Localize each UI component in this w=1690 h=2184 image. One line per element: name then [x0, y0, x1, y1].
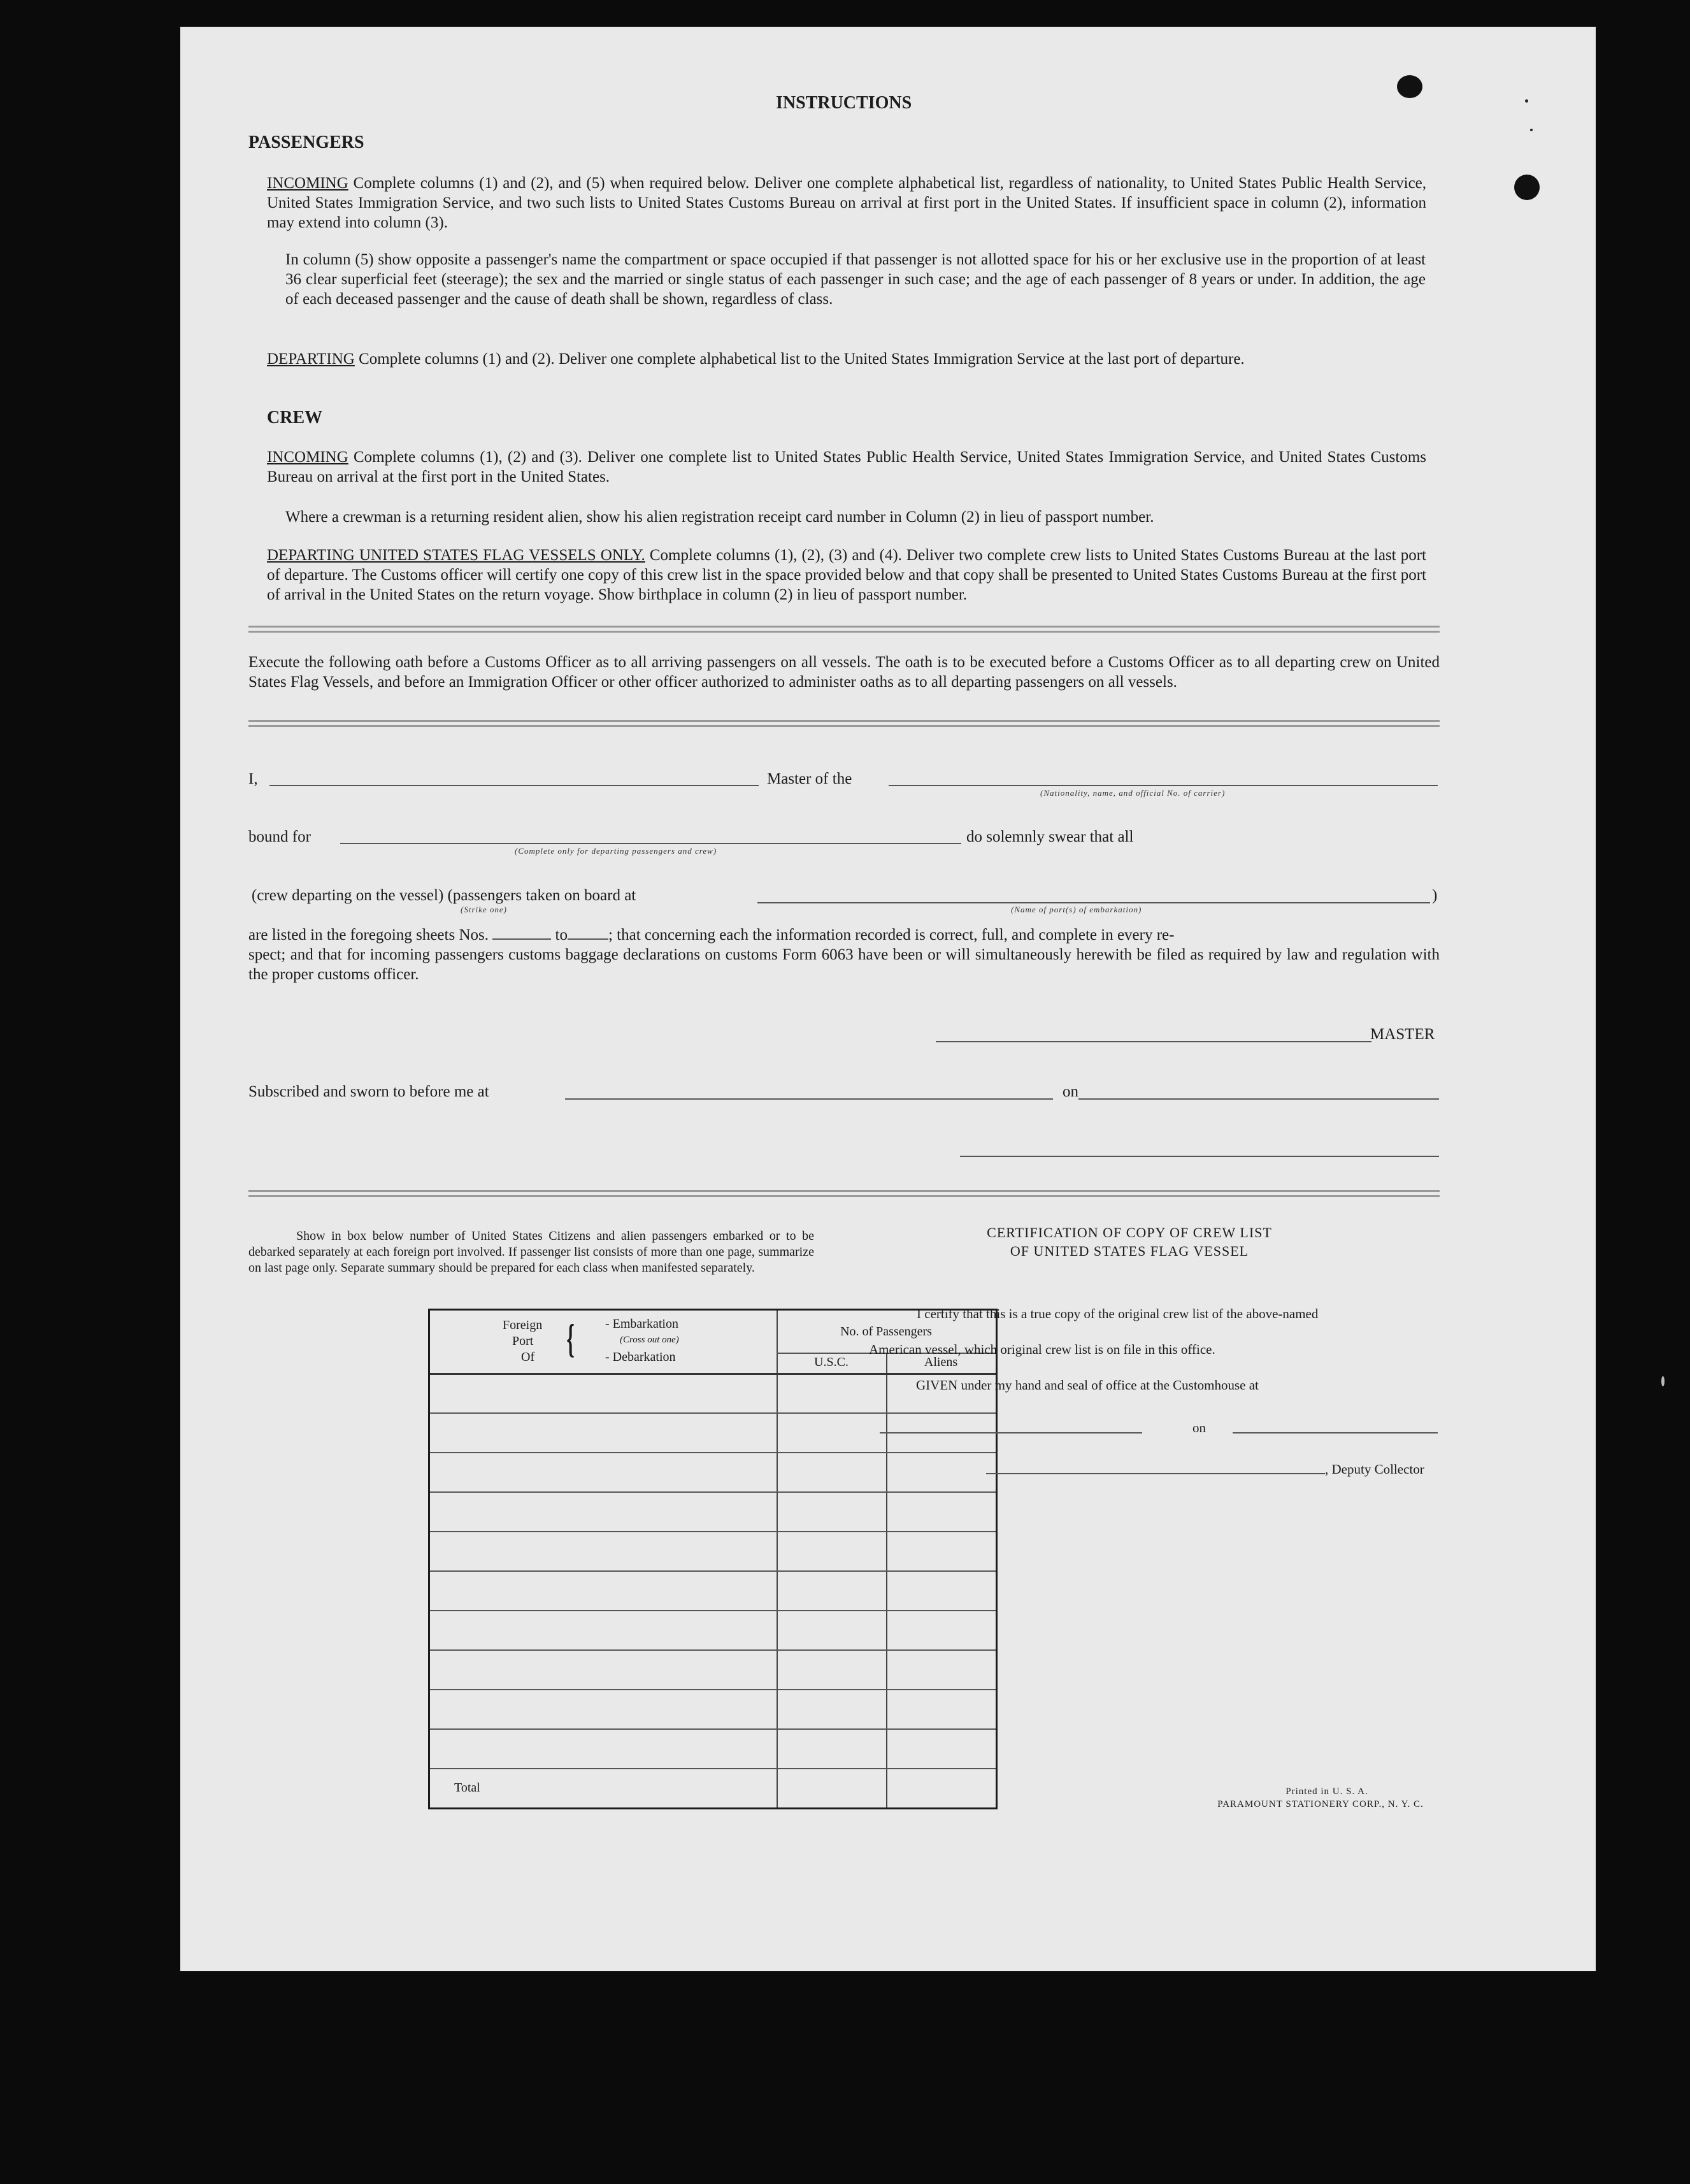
speck — [1661, 1376, 1665, 1386]
oath-i: I, — [248, 770, 258, 787]
certification-heading-2: OF UNITED STATES FLAG VESSEL — [1010, 1243, 1249, 1259]
embarkation-port-line — [757, 902, 1430, 903]
given-line: GIVEN under my hand and seal of office at the Customhouse at — [916, 1377, 1259, 1393]
table-col-divider — [777, 1311, 778, 1807]
deputy-collector-label: , Deputy Collector — [1325, 1462, 1424, 1477]
crew-departing-paragraph — [267, 545, 1426, 605]
passenger-summary-table — [428, 1309, 998, 1809]
subscribed-label: Subscribed and sworn to before me at — [248, 1083, 489, 1100]
embarkation-label: - Embarkation — [605, 1317, 678, 1331]
divider — [248, 720, 1440, 727]
certify-line-1: I certify that this is a true copy of the original crew list of the above-named — [917, 1306, 1319, 1321]
table-row — [430, 1610, 996, 1611]
sworn-place-line — [565, 1098, 1053, 1100]
crew-departing-option: (crew departing on the vessel) (passengers taken on board at — [252, 887, 636, 904]
strike-one-caption: (Strike one) — [461, 905, 508, 914]
table-row — [430, 1728, 996, 1730]
cross-out-label: (Cross out one) — [620, 1335, 679, 1345]
bound-for-label: bound for — [248, 828, 311, 845]
crew-departing-label: DEPARTING UNITED STATES FLAG VESSELS ONLY. — [267, 547, 645, 564]
swear-text: do solemnly swear that all — [966, 828, 1134, 845]
table-row — [430, 1452, 996, 1453]
sheet-from-blank — [492, 938, 551, 940]
listed-b: ; that concerning each the information recorded is correct, full, and complete in every re- — [608, 926, 1175, 944]
crew-incoming-label: INCOMING — [267, 449, 348, 466]
table-row — [430, 1768, 996, 1769]
carrier-line — [889, 785, 1438, 786]
master-signature-line — [936, 1041, 1371, 1042]
aliens-header: Aliens — [924, 1355, 958, 1369]
divider — [248, 1190, 1440, 1197]
speck — [1530, 129, 1533, 131]
no-of-passengers-header: No. of Passengers — [840, 1325, 932, 1339]
sworn-on-label: on — [1063, 1083, 1078, 1100]
table-row — [430, 1531, 996, 1532]
summary-note: Show in box below number of United States Citizens and alien passengers embarked or to be debarked separately at each foreign port involved. If passenger list consists of more than one page, summarize on last page only. Separate summary should be prepared for each class when manifested separately. — [248, 1229, 814, 1275]
destination-line — [340, 843, 961, 844]
table-col-divider — [886, 1353, 887, 1807]
incoming-label: INCOMING — [267, 175, 348, 192]
certification-date-line — [1233, 1432, 1438, 1433]
sheet-to-blank — [568, 938, 608, 940]
usc-header: U.S.C. — [814, 1355, 849, 1369]
listed-to: to — [555, 926, 568, 944]
table-row — [430, 1689, 996, 1690]
certification-heading-1: CERTIFICATION OF COPY OF CREW LIST — [987, 1225, 1272, 1240]
master-of-the-label: Master of the — [767, 770, 852, 787]
passengers-heading: PASSENGERS — [248, 133, 364, 152]
document-page — [180, 27, 1596, 1971]
page-title: INSTRUCTIONS — [776, 93, 912, 113]
printer-line-1: Printed in U. S. A. — [1285, 1786, 1368, 1797]
oath-instructions: Execute the following oath before a Customs Officer as to all arriving passengers on all vessels. The oath is to be executed before a Customs Officer as to all departing crew on United States Flag Vessels, and before an Immigration Officer or other officer authorized to administer oaths as to all departing passengers on all vessels. — [248, 654, 1440, 691]
ports-caption: (Name of port(s) of embarkation) — [1011, 905, 1142, 914]
table-row — [430, 1570, 996, 1572]
passengers-departing-paragraph — [267, 349, 1426, 369]
master-label: MASTER — [1370, 1026, 1435, 1043]
ink-blot — [1514, 175, 1540, 200]
sworn-date-line — [1078, 1098, 1439, 1100]
printer-line-2: PARAMOUNT STATIONERY CORP., N. Y. C. — [1217, 1799, 1424, 1809]
deputy-signature-line — [986, 1473, 1325, 1474]
certify-line-2: American vessel, which original crew list is on file in this office. — [869, 1342, 1215, 1357]
debarkation-label: - Debarkation — [605, 1350, 676, 1364]
listed-a: are listed in the foregoing sheets Nos. — [248, 926, 489, 944]
table-row — [430, 1649, 996, 1651]
crew-incoming-paragraph — [267, 447, 1426, 487]
table-header-bottom — [430, 1373, 996, 1375]
total-label: Total — [454, 1781, 480, 1795]
crew-heading: CREW — [267, 408, 323, 427]
listed-line-1 — [248, 925, 1446, 945]
speck — [1525, 99, 1528, 103]
officer-signature-line — [960, 1156, 1439, 1157]
port-label: Port — [512, 1334, 534, 1348]
customhouse-line — [880, 1432, 1142, 1433]
brace: { — [566, 1316, 575, 1361]
crew-departing-text: Complete columns (1), (2), (3) and (4). Deliver two complete crew lists to United States Customs Bureau at the last port of departure. The Customs officer will certify one copy of this crew list in the space provided below and that copy shall be presented to United States Customs Bureau at the first port of arrival in the United States on the return voyage. Show birthplace in column (2) in lieu of passport number. — [267, 547, 1427, 603]
crew-incoming-text: Complete columns (1), (2) and (3). Deliver one complete list to United States Public Health Service, United States Immigration Service, and United States Customs Bureau on arrival at the first port in the United States. — [267, 449, 1427, 485]
divider — [248, 626, 1440, 633]
listed-line-2: spect; and that for incoming passengers customs baggage declarations on customs Form 6063 have been or will simultaneously herewith be filed as required by law and regulation with the proper customs officer. — [248, 946, 1440, 983]
of-label: Of — [521, 1350, 535, 1364]
departing-text: Complete columns (1) and (2). Deliver one complete alphabetical list to the United States Immigration Service at the last port of departure. — [359, 350, 1245, 368]
certification-on-label: on — [1192, 1420, 1206, 1435]
complete-only-caption: (Complete only for departing passengers and crew) — [515, 846, 717, 856]
table-row — [430, 1491, 996, 1493]
resident-paragraph: Where a crewman is a returning resident alien, show his alien registration receipt card number in Column (2) in lieu of passport number. — [285, 508, 1154, 526]
passengers-incoming-paragraph — [267, 173, 1426, 233]
foreign-label: Foreign — [503, 1318, 543, 1332]
table-row — [430, 1412, 996, 1414]
ink-blot — [1397, 75, 1422, 98]
nationality-caption: (Nationality, name, and official No. of carrier) — [1040, 788, 1226, 798]
incoming-text: Complete columns (1) and (2), and (5) when required below. Deliver one complete alphabetical list, regardless of nationality, to United States Public Health Service, United States Immigration Service, and two such lists to United States Customs Bureau on arrival at first port in the United States. If insufficient space in column (2), information may extend into column (3). — [267, 175, 1427, 231]
departing-label: DEPARTING — [267, 350, 355, 368]
column5-paragraph: In column (5) show opposite a passenger's name the compartment or space occupied if that passenger is not allotted space for his or her exclusive use in the proportion of at least 36 clear superficial feet (steerage); the sex and the married or single status of each passenger in such case; and the age of each passenger of 8 years or under. In addition, the age of each deceased passenger and the cause of death shall be shown, regardless of class. — [285, 251, 1426, 308]
master-name-line — [269, 785, 759, 786]
close-paren: ) — [1432, 887, 1438, 904]
